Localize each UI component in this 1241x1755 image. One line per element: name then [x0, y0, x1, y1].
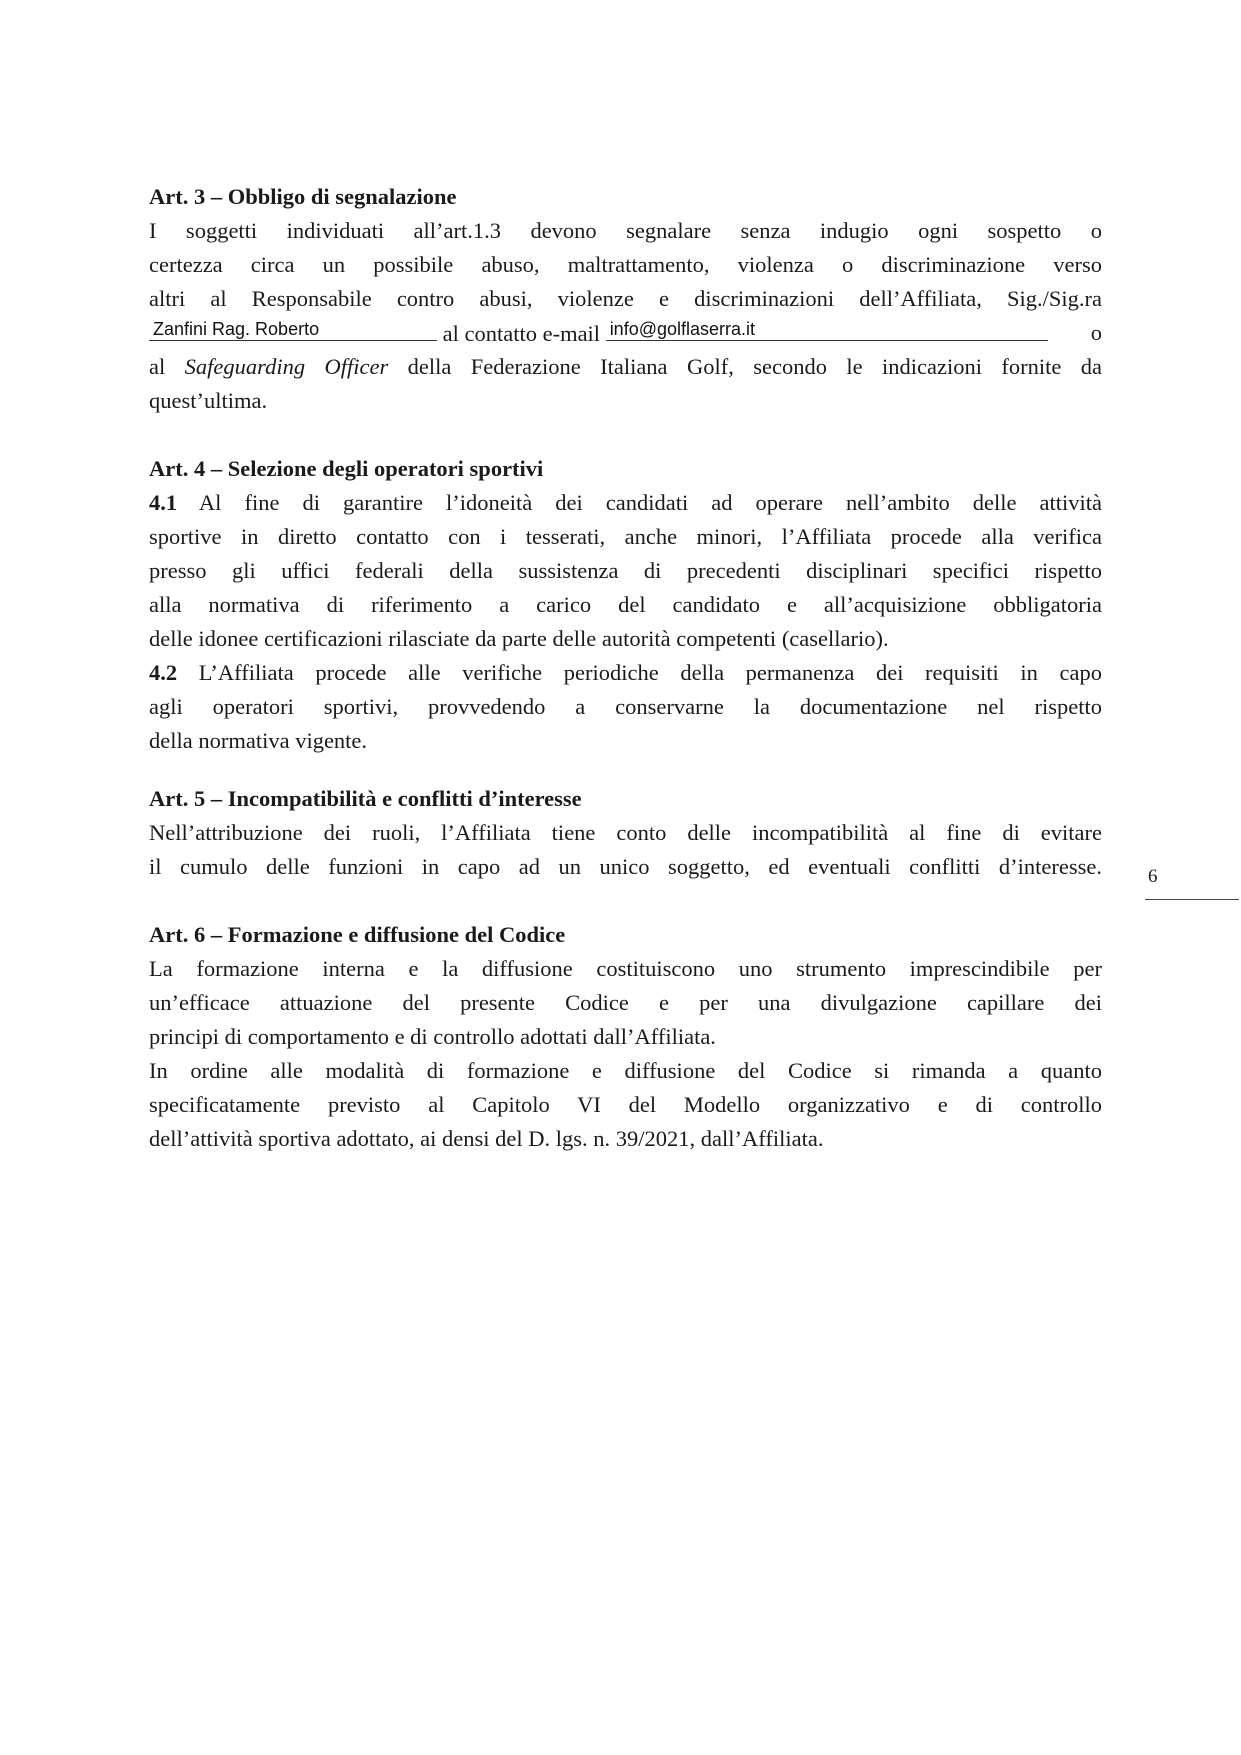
text: al	[149, 354, 166, 379]
article-3-title: Art. 3 – Obbligo di segnalazione	[149, 184, 457, 209]
safeguarding-officer: Safeguarding Officer	[184, 354, 389, 379]
text-line: della normativa vigente.	[149, 728, 368, 753]
text-line: un’efficace attuazione del presente Codice e per una divulgazione capillare dei	[149, 990, 1102, 1015]
text-line	[149, 656, 1102, 690]
text-line: dell’attività sportiva adottato, ai densi del D. lgs. n. 39/2021, dall’Affiliata.	[149, 1126, 824, 1151]
page-number-rule	[1145, 899, 1239, 900]
contact-line	[149, 316, 1102, 350]
text-line: Nell’attribuzione dei ruoli, l’Affiliata tiene conto delle incompatibilità al fine di evitare	[149, 820, 1102, 845]
email-field[interactable]	[606, 316, 1048, 341]
article-6-title: Art. 6 – Formazione e diffusione del Codice	[149, 922, 566, 947]
text-line: sportive in diretto contatto con i tesserati, anche minori, l’Affiliata procede alla verifica	[149, 524, 1102, 549]
email-value: info@golflaserra.it	[609, 319, 756, 339]
text-line: alla normativa di riferimento a carico del candidato e all’acquisizione obbligatoria	[149, 592, 1102, 617]
text: della Federazione Italiana Golf, secondo le indicazioni fornite da	[407, 354, 1102, 379]
text-line: La formazione interna e la diffusione costituiscono uno strumento imprescindibile per	[149, 956, 1102, 981]
text: L’Affiliata procede alle verifiche periodiche della permanenza dei requisiti in capo	[198, 660, 1102, 685]
contact-label: al contatto e-mail	[442, 321, 601, 346]
para-number: 4.2	[149, 660, 178, 685]
text-line: specificatamente previsto al Capitolo VI del Modello organizzativo e di controllo	[149, 1092, 1102, 1117]
text-line: presso gli uffici federali della sussistenza di precedenti disciplinari specifici rispetto	[149, 558, 1102, 583]
para-number: 4.1	[149, 490, 178, 515]
text-line: agli operatori sportivi, provvedendo a conservarne la documentazione nel rispetto	[149, 694, 1102, 719]
text-line: I soggetti individuati all’art.1.3 devono segnalare senza indugio ogni sospetto o	[149, 218, 1102, 243]
article-6	[149, 918, 1102, 1156]
article-5	[149, 782, 1102, 884]
text-line: quest’ultima.	[149, 388, 268, 413]
text-line: altri al Responsabile contro abusi, violenze e discriminazioni dell’Affiliata, Sig./Sig.ra	[149, 286, 1102, 311]
article-4	[149, 452, 1102, 758]
article-5-title: Art. 5 – Incompatibilità e conflitti d’interesse	[149, 786, 582, 811]
text: Al fine di garantire l’idoneità dei candidati ad operare nell’ambito delle attività	[198, 490, 1102, 515]
name-field[interactable]	[149, 316, 437, 341]
text-line: principi di comportamento e di controllo adottati dall’Affiliata.	[149, 1024, 716, 1049]
text-line	[149, 350, 1102, 384]
text-line: il cumulo delle funzioni in capo ad un unico soggetto, ed eventuali conflitti d’interesse.	[149, 854, 1102, 879]
name-value: Zanfini Rag. Roberto	[153, 319, 320, 339]
text-o: o	[1090, 320, 1102, 345]
text-line: certezza circa un possibile abuso, maltrattamento, violenza o discriminazione verso	[149, 252, 1102, 277]
text-line: delle idonee certificazioni rilasciate da parte delle autorità competenti (casellario).	[149, 626, 889, 651]
text-line	[149, 486, 1102, 520]
article-4-title: Art. 4 – Selezione degli operatori sportivi	[149, 456, 544, 481]
article-3	[149, 180, 1102, 418]
text-line: In ordine alle modalità di formazione e diffusione del Codice si rimanda a quanto	[149, 1058, 1102, 1083]
page-number: 6	[1148, 866, 1158, 887]
